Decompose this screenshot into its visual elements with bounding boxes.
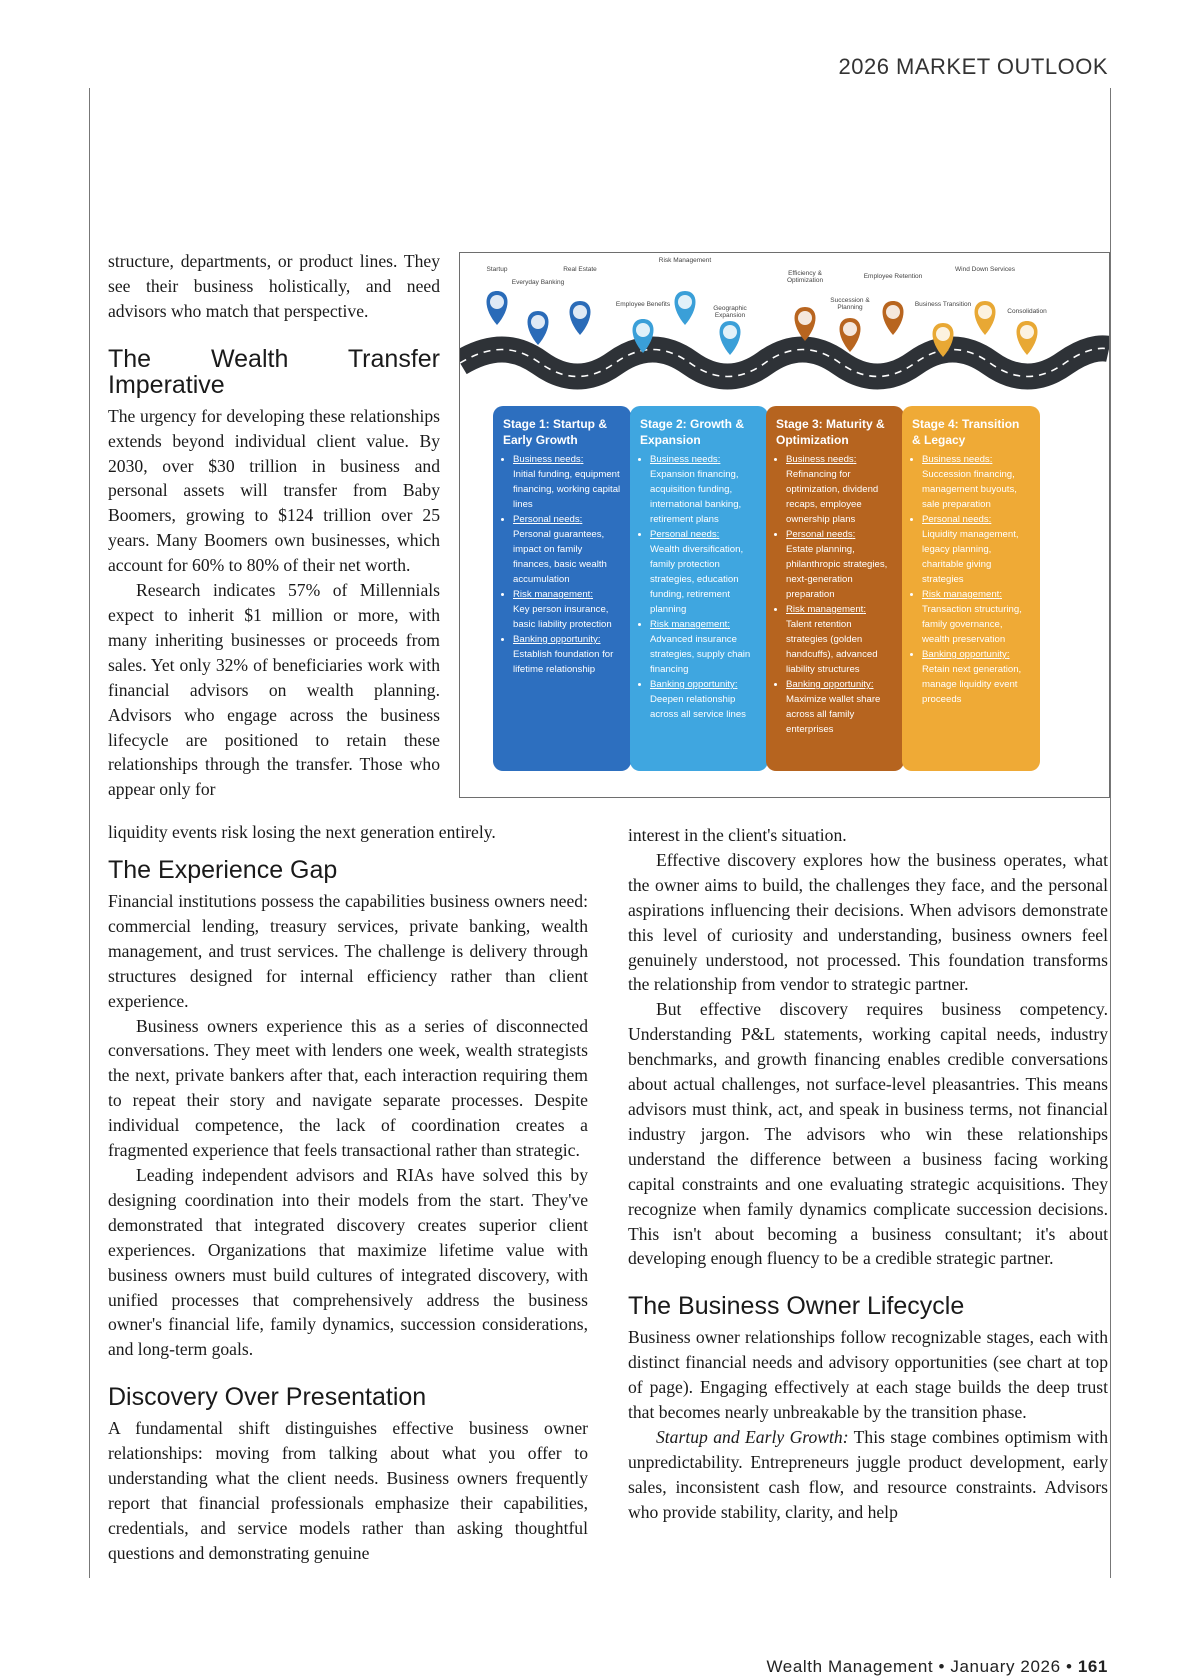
stage-item-label: Banking opportunity : [922, 649, 1009, 660]
stage-item-text: Retain next generation, manage liquidity event proceeds [922, 664, 1022, 705]
heading-discovery: Discovery Over Presentation [108, 1383, 427, 1412]
stage-list-item [650, 677, 758, 722]
stage-title: Stage 1: Startup & Early Growth [503, 417, 608, 447]
publication-line: Wealth Management • January 2026 • [766, 1657, 1078, 1676]
milestone-icon [723, 325, 737, 339]
column-rule-left [89, 88, 90, 1578]
milestone-icon [531, 315, 545, 329]
milestone-icon [490, 295, 504, 309]
stage-list [776, 452, 894, 737]
stage-list-item [650, 617, 758, 677]
stage-list-item [922, 647, 1030, 707]
stage-item-text: Transaction structuring, family governance, wealth preservation [922, 604, 1022, 645]
paragraph: Effective discovery explores how the business operates, what the owner aims to build, the challenges they face, and the personal aspirations influencing their decisions. When advisors demonstrate this level of curiosity and understanding, business owners feel genuinely understood, not processed. This foundation transforms the relationship from vendor to strategic partner. [628, 849, 1108, 995]
milestone-icon [936, 327, 950, 341]
paragraph: But effective discovery requires business competency. Understanding P&L statements, working capital needs, industry benchmarks, and growth financing enables credible conversations about actual challenges, not surface-level pleasantries. This means advisors must think, act, and speak in business terms, not financial industry jargon. The advisors who win these relationships understand the difference between a business facing working capital constraints and one evaluating strategic acquisitions. They recognize when family dynamics complicate succession decisions. This isn't about becoming a business consultant; it's about developing enough fluency to be a credible strategic partner. [628, 999, 1108, 1269]
stage-item-label: Risk management : [650, 619, 730, 630]
stage-title: Stage 2: Growth & Expansion [640, 417, 745, 447]
heading-wealth-transfer: The Wealth Transfer Imperative [108, 344, 440, 399]
milestone-icon [798, 311, 812, 325]
stage-item-label: Banking opportunity : [786, 679, 873, 690]
left-column [108, 857, 588, 1566]
milestone-icon [1020, 325, 1034, 339]
paragraph: structure, departments, or product lines. They see their business holistically, and need advisors who match that perspective. [108, 251, 440, 321]
paragraph: Research indicates 57% of Millennials expect to inherit $1 million or more, with many inheriting businesses or proceeds from sales. Yet only 32% of beneficiaries work with financial advisors on wealth planning. Advisors who engage across the business lifecycle are positioned to retain these relationships through the transfer. Those who appear only for [108, 580, 440, 800]
milestone-icon [978, 305, 992, 319]
stage-item-text: Deepen relationship across all service lines [650, 694, 746, 720]
stage-list-item [922, 512, 1030, 587]
stage-item-text: Maximize wallet share across all family enterprises [786, 694, 881, 735]
column-rule-right [1110, 88, 1111, 1578]
stage-item-label: Risk management : [513, 589, 593, 600]
stage-list-item [922, 587, 1030, 647]
stage-card [630, 406, 768, 771]
page-footer [766, 1657, 1108, 1677]
stage-title: Stage 3: Maturity & Optimization [776, 417, 885, 447]
running-head: 2026 MARKET OUTLOOK [838, 54, 1108, 79]
milestone-label: Wind Down Services [955, 266, 1015, 273]
stage-card [493, 406, 631, 771]
milestone-label: Efficiency & Optimization [786, 270, 824, 284]
paragraph: A fundamental shift distinguishes effective business owner relationships: moving from talking about what you offer to understanding what the client needs. Business owners frequently report that financial professionals emphasize their capabilities, credentials, and service models rather than asking thoughtful questions and demonstrating genuine [108, 1418, 588, 1563]
stage-item-label: Personal needs : [786, 529, 855, 540]
stage-item-label: Risk management : [786, 604, 866, 615]
paragraph-text: This stage combines optimism with unpredictability. Entrepreneurs juggle product development, early sales, inconsistent cash flow, and resource constraints. Advisors who provide stability, clarity, and help [628, 1426, 1108, 1522]
milestone-label: Geographic Expansion [713, 305, 747, 319]
milestone-label: Real Estate [563, 266, 597, 273]
stage-list [503, 452, 621, 677]
stage-item-text: Initial funding, equipment financing, working capital lines [513, 469, 621, 510]
stage-item-label: Business needs : [650, 454, 720, 465]
stage-item-label: Business needs : [513, 454, 583, 465]
paragraph: Financial institutions possess the capabilities business owners need: commercial lending, treasury services, private banking, wealth management, and trust services. The challenge is delivery through structures designed for internal efficiency rather than client experience. [108, 891, 588, 1011]
stage-list-item [650, 527, 758, 617]
milestone-icon [886, 305, 900, 319]
stage-item-text: Refinancing for optimization, dividend recaps, employee ownership plans [786, 469, 879, 525]
milestone-label: Business Transition [914, 301, 972, 308]
stage-item-text: Personal guarantees, impact on family finances, basic wealth accumulation [513, 529, 607, 585]
page-number: 161 [1077, 1657, 1108, 1676]
stage-list [640, 452, 758, 722]
stage-list-item [786, 602, 894, 677]
stage-list-item [513, 452, 621, 512]
stage-item-text: Wealth diversification, family protection strategies, education funding, retirement planning [650, 544, 744, 615]
stage-item-text: Advanced insurance strategies, supply chain financing [650, 634, 751, 675]
paragraph: Business owners experience this as a series of disconnected conversations. They meet with lenders one week, wealth strategists the next, private bankers after that, each interaction requiring them to repeat their story and navigate separate processes. Despite individual competence, the lack of coordination creates a fragmented experience that feels transactional rather than strategic. [108, 1015, 588, 1161]
milestone-icon [843, 322, 857, 336]
stage-list-item [922, 452, 1030, 512]
stage-list-item [513, 512, 621, 587]
milestone-label: Consolidation [1007, 308, 1047, 315]
milestone-icon [678, 295, 692, 309]
heading-experience-gap: The Experience Gap [108, 856, 338, 884]
stage-item-label: Business needs : [922, 454, 992, 465]
milestone-label: Succession & Planning [830, 297, 870, 311]
stage-item-text: Expansion financing, acquisition funding, international banking, retirement plans [650, 469, 742, 525]
paragraph: interest in the client's situation. [628, 825, 847, 845]
stage-item-text: Estate planning, philanthropic strategies, next-generation preparation [786, 544, 888, 600]
stage-item-text: Establish foundation for lifetime relationship [513, 649, 614, 675]
milestone-label: Employee Retention [863, 273, 923, 280]
paragraph [628, 1425, 1108, 1525]
stage-lead: Startup and Early Growth: [656, 1426, 849, 1447]
stage-title: Stage 4: Transition & Legacy [912, 417, 1020, 447]
stage-item-label: Banking opportunity : [650, 679, 737, 690]
stage-list [912, 452, 1030, 707]
stage-item-label: Business needs : [786, 454, 856, 465]
paragraph: Leading independent advisors and RIAs have solved this by designing coordination into their models from the start. They've demonstrated that integrated discovery creates superior client experiences. Organizations that maximize lifetime value with business owners must build cultures of integrated discovery, with unified processes that comprehensively address the business owner's financial life, family dynamics, succession considerations, and long-term goals. [108, 1164, 588, 1360]
paragraph: The urgency for developing these relationships extends beyond individual client value. By 2030, over $30 trillion in business and personal assets will transfer from Baby Boomers, growing to $124 trillion over 25 years. Many Boomers own businesses, which account for 60% to 80% of their net worth. [108, 405, 440, 576]
paragraph: Business owner relationships follow recognizable stages, each with distinct financial needs and advisory opportunities (see chart at top of page). Engaging effectively at each stage builds the deep trust that becomes nearly unbreakable by the transition phase. [628, 1327, 1108, 1423]
stage-list-item [513, 632, 621, 677]
stage-item-label: Personal needs : [650, 529, 719, 540]
milestone-label: Startup [486, 266, 508, 273]
stage-item-text: Key person insurance, basic liability protection [513, 604, 612, 630]
heading-lifecycle: The Business Owner Lifecycle [628, 1292, 965, 1321]
stage-card [902, 406, 1040, 771]
stage-list-item [786, 452, 894, 527]
paragraph-continuation: liquidity events risk losing the next generation entirely. [108, 822, 496, 842]
lifecycle-figure [459, 252, 1110, 798]
top-column [108, 249, 440, 802]
milestone-label: Risk Management [658, 257, 712, 264]
stage-item-text: Succession financing, management buyouts, sale preparation [922, 469, 1017, 510]
stage-item-label: Personal needs : [922, 514, 991, 525]
stage-item-text: Liquidity management, legacy planning, charitable giving strategies [922, 529, 1019, 585]
milestone-icon [573, 305, 587, 319]
stage-item-label: Banking opportunity : [513, 634, 600, 645]
stage-list-item [650, 452, 758, 527]
stage-list-item [513, 587, 621, 632]
stage-list-item [786, 527, 894, 602]
stage-list-item [786, 677, 894, 737]
milestone-label: Everyday Banking [511, 279, 565, 286]
stage-item-label: Personal needs : [513, 514, 582, 525]
milestone-icon [636, 323, 650, 337]
right-column [628, 823, 1108, 1525]
milestone-label: Employee Benefits [615, 301, 671, 308]
stage-item-text: Talent retention strategies (golden handcuffs), advanced liability structures [786, 619, 878, 675]
stage-item-label: Risk management : [922, 589, 1002, 600]
stage-card [766, 406, 904, 771]
